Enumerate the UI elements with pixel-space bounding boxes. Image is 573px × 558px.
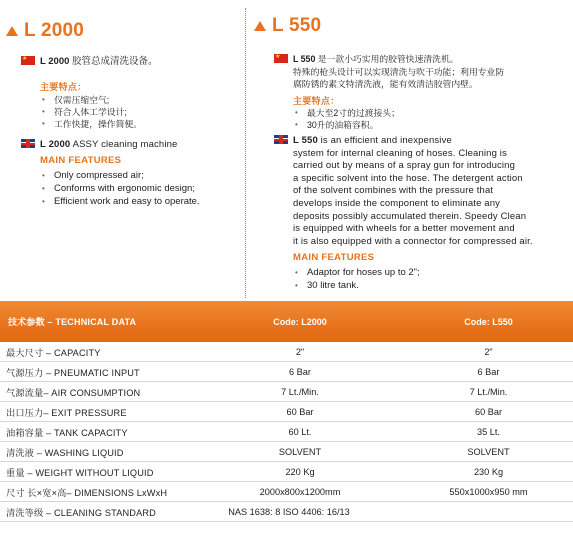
list-item: • Efficient work and easy to operate. — [40, 195, 244, 208]
china-flag-icon — [21, 56, 35, 65]
table-row: 出口压力– EXIT PRESSURE 60 Bar 60 Bar — [0, 402, 573, 422]
table-row: 清洗液 – WASHING LIQUID SOLVENT SOLVENT — [0, 442, 573, 462]
list-item: • Only compressed air; — [40, 169, 244, 182]
table-row: 气源流量– AIR CONSUMPTION 7 Lt./Min. 7 Lt./Min. — [0, 382, 573, 402]
table-header-l550: Code: L550 — [464, 316, 513, 327]
list-item: • 最大至2寸的过渡接头； — [293, 107, 553, 119]
list-item: • 符合人体工学设计; — [40, 106, 240, 118]
list-item: • Adaptor for hoses up to 2"; — [293, 266, 563, 279]
uk-flag-icon — [21, 139, 35, 148]
list-item: • Conforms with ergonomic design; — [40, 182, 244, 195]
l550-title: L 550 — [254, 15, 321, 37]
table-header-label: 技术参数 – TECHNICAL DATA — [8, 317, 137, 327]
l2000-en-features-head: MAIN FEATURES — [40, 155, 122, 166]
l2000-en-features — [40, 169, 244, 208]
l550-cn-intro: ★L 550 是一款小巧实用的胶管快速清洗机。 特殊的枪头设计可以实现清洗与吹干功能；利用专业防 腐防锈的素文特清洗液，能有效清洁胶管内壁。 — [274, 53, 569, 91]
l2000-cn-features-head: 主要特点： — [40, 82, 87, 92]
uk-flag-icon — [274, 135, 288, 144]
table-header-l2000: Code: L2000 — [273, 316, 327, 327]
l550-cn-features — [293, 107, 553, 131]
list-item: • 30 litre tank. — [293, 279, 563, 292]
l550-en-features — [293, 266, 563, 292]
column-divider — [245, 8, 246, 298]
table-row: 重量 – WEIGHT WITHOUT LIQUID 220 Kg 230 Kg — [0, 462, 573, 482]
l2000-cn-intro: ★L 2000 胶管总成清洗设备。 — [21, 55, 241, 68]
table-row: 清洗等级 – CLEANING STANDARD NAS 1638: 8 ISO 4406: 16/13 — [0, 502, 573, 522]
l2000-title: L 2000 — [6, 20, 84, 42]
china-flag-icon — [274, 54, 288, 63]
technical-data-table — [0, 301, 573, 522]
list-item: • 仅需压缩空气; — [40, 94, 240, 106]
l550-cn-features-head: 主要特点： — [293, 96, 340, 106]
table-row: 气源压力 – PNEUMATIC INPUT 6 Bar 6 Bar — [0, 362, 573, 382]
table-row: 尺寸 长×宽×高– DIMENSIONS LxWxH 2000x800x1200mm 550x1000x950 mm — [0, 482, 573, 502]
l550-en-intro: L 550 is an efficient and inexpensive system for internal cleaning of hoses. Cleaning is carried out by means of a spray gun for introducing a specific solvent into the hose. The detergent action of the solvent combines with the pressure that develops inside the component to eliminate any deposits possibly accumulated therein. Speedy Clean is equipped with wheels for a better movement and it is also equipped with a connector for compressed air. — [274, 135, 573, 248]
l2000-cn-features — [40, 94, 240, 130]
list-item: • 工作快捷，操作简便。 — [40, 118, 240, 130]
triangle-icon — [6, 26, 18, 36]
table-header — [0, 301, 573, 342]
l2000-en-intro: L 2000 ASSY cleaning machine — [21, 139, 243, 152]
table-row: 油箱容量 – TANK CAPACITY 60 Lt. 35 Lt. — [0, 422, 573, 442]
list-item: • 30升的油箱容积。 — [293, 119, 553, 131]
table-row: 最大尺寸 – CAPACITY 2" 2" — [0, 342, 573, 362]
l550-en-features-head: MAIN FEATURES — [293, 252, 375, 263]
triangle-icon — [254, 21, 266, 31]
cleaning-standard-value: NAS 1638: 8 ISO 4406: 16/13 — [228, 506, 350, 517]
